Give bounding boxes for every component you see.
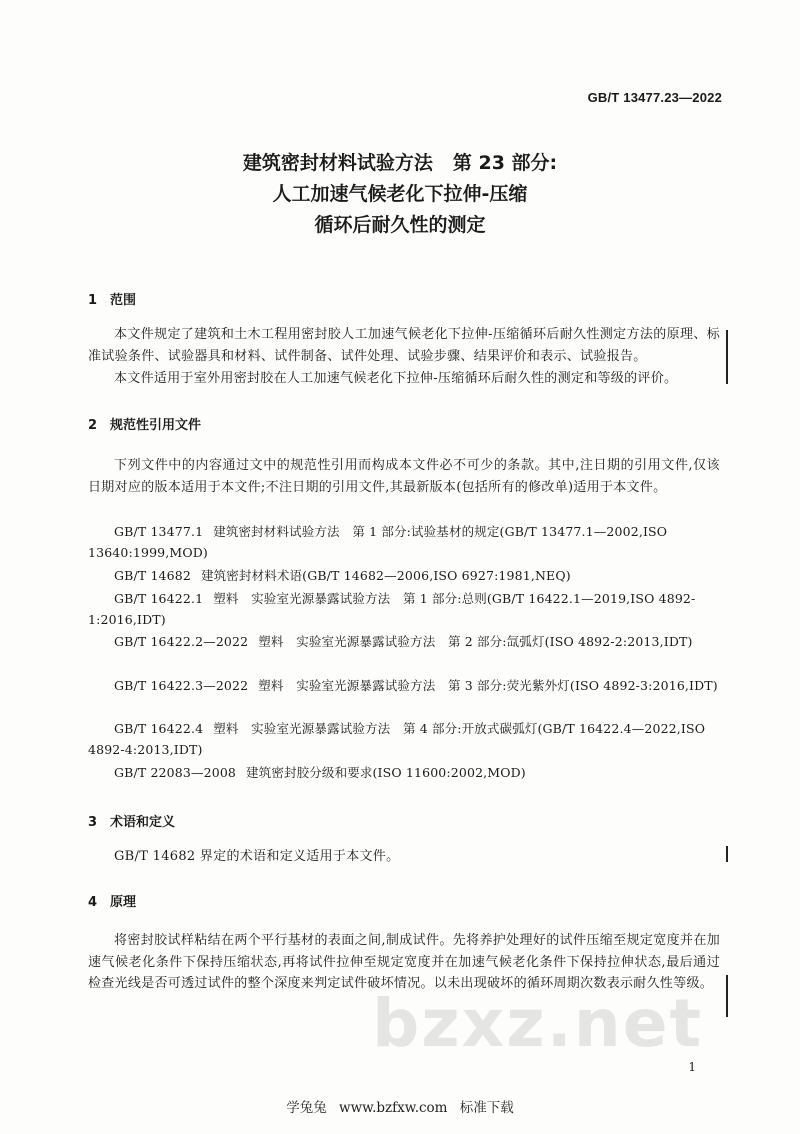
page-number: 1	[688, 1060, 696, 1074]
title-line-1	[0, 148, 800, 179]
reference-text: 塑料 实验室光源暴露试验方法 第 2 部分:氙弧灯(ISO 4892-2:2013,IDT)	[258, 634, 693, 649]
section-title: 规范性引用文件	[110, 418, 202, 433]
section-number: 4	[88, 895, 98, 910]
section-4-heading	[88, 891, 136, 910]
reference-text: 塑料 实验室光源暴露试验方法 第 3 部分:荧光紫外灯(ISO 4892-3:2016,IDT)	[258, 678, 718, 693]
title-line-3: 循环后耐久性的测定	[314, 214, 486, 236]
title-line-1-part-1: 建筑密封材料试验方法	[242, 152, 433, 174]
reference-code: GB/T 13477.1	[114, 524, 204, 539]
reference-text: 建筑密封胶分级和要求(ISO 11600:2002,MOD)	[246, 765, 526, 780]
reference-code: GB/T 22083—2008	[114, 765, 237, 780]
section-1-paragraph-2: 本文件适用于室外用密封胶在人工加速气候老化下拉伸-压缩循环后耐久性的测定和等级的评价。	[114, 371, 678, 386]
reference-item	[88, 565, 720, 586]
section-title: 原理	[110, 895, 137, 910]
section-1-heading	[88, 289, 136, 308]
reference-code: GB/T 16422.4	[114, 721, 204, 736]
title-line-2: 人工加速气候老化下拉伸-压缩	[272, 183, 528, 205]
reference-code: GB/T 14682	[114, 568, 191, 583]
section-number: 2	[88, 418, 98, 433]
section-number: 1	[88, 293, 98, 308]
reference-item	[88, 675, 720, 696]
section-3-paragraph-1: GB/T 14682 界定的术语和定义适用于本文件。	[114, 849, 400, 864]
footer	[0, 1096, 800, 1116]
watermark: bzxz.net	[372, 985, 704, 1062]
section-4-paragraph-1: 将密封胶试样粘结在两个平行基材的表面之间,制成试件。先将养护处理好的试件压缩至规定宽度并在加速气候老化条件下保持压缩状态,再将试件拉伸至规定宽度并在加速气候老化条件下保持拉伸状态,最后通过检查光线是否可透过试件的整个深度来判定试件破坏情况。以未出现破坏的循环周期次数表示耐久性等级。	[88, 933, 720, 991]
footer-site-name: 学兔兔	[286, 1100, 327, 1116]
footer-url[interactable]: www.bzfxw.com	[339, 1100, 448, 1116]
reference-code: GB/T 16422.3—2022	[114, 678, 249, 693]
title-line-1-part-2: 第 23 部分:	[452, 152, 558, 174]
revision-margin-bar	[726, 975, 728, 1017]
reference-code: GB/T 16422.2—2022	[114, 634, 249, 649]
reference-text: 建筑密封材料术语(GB/T 14682—2006,ISO 6927:1981,NEQ)	[200, 568, 571, 583]
section-title: 术语和定义	[110, 815, 176, 830]
standard-code: GB/T 13477.23—2022	[587, 90, 722, 105]
reference-item	[88, 521, 720, 563]
document-title	[0, 148, 800, 241]
reference-text: 塑料 实验室光源暴露试验方法 第 1 部分:总则(GB/T 16422.1—2019,ISO 4892-1:2016,IDT)	[88, 591, 696, 627]
reference-item	[88, 762, 720, 783]
section-title: 范围	[110, 293, 137, 308]
section-2-intro: 下列文件中的内容通过文中的规范性引用而构成本文件必不可少的条款。其中,注日期的引用文件,仅该日期对应的版本适用于本文件;不注日期的引用文件,其最新版本(包括所有的修改单)适用于本文件。	[88, 458, 720, 495]
reference-text: 建筑密封材料试验方法 第 1 部分:试验基材的规定(GB/T 13477.1—2002,ISO 13640:1999,MOD)	[88, 524, 668, 560]
section-1-paragraph-1: 本文件规定了建筑和土木工程用密封胶人工加速气候老化下拉伸-压缩循环后耐久性测定方法的原理、标准试验条件、试验器具和材料、试件制备、试件处理、试验步骤、结果评价和表示、试验报告。	[88, 327, 720, 364]
reference-item	[88, 718, 720, 760]
section-3-heading	[88, 811, 175, 830]
reference-text: 塑料 实验室光源暴露试验方法 第 4 部分:开放式碳弧灯(GB/T 16422.4—2022,ISO 4892-4:2013,IDT)	[88, 721, 706, 757]
revision-margin-bar	[726, 330, 728, 384]
revision-margin-bar	[726, 846, 728, 862]
reference-item	[88, 631, 720, 652]
section-number: 3	[88, 815, 98, 830]
section-2-heading	[88, 414, 201, 433]
reference-code: GB/T 16422.1	[114, 591, 204, 606]
footer-tagline: 标准下载	[459, 1100, 514, 1116]
reference-item	[88, 588, 720, 630]
